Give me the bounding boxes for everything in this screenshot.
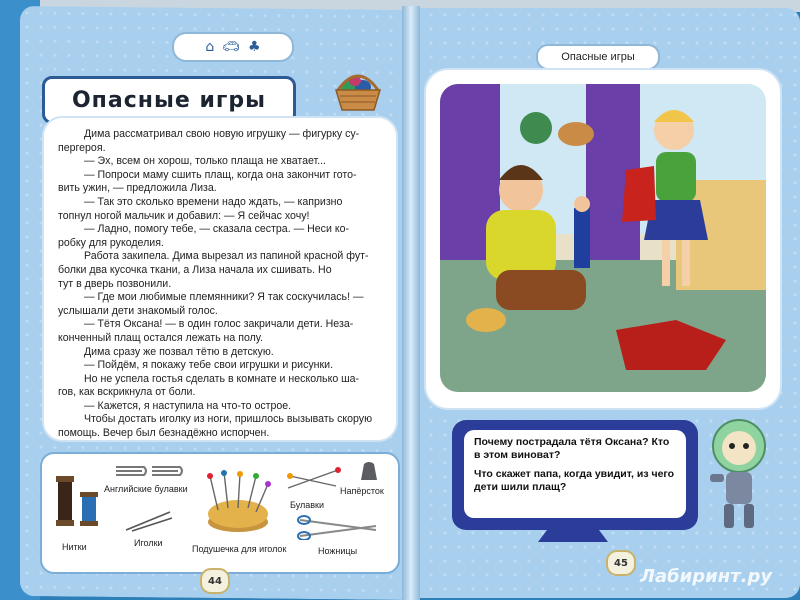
story-line: — Пойдём, я покажу тебе свои игрушки и рисунки. — [84, 359, 334, 372]
book-spine — [402, 6, 420, 600]
car-icon: 🚗︎ — [222, 39, 241, 55]
basket-icon — [330, 68, 386, 114]
header-icons — [172, 32, 294, 62]
story-line: робку для рукоделия. — [58, 236, 164, 249]
tree-icon: ♣ — [248, 39, 261, 55]
story-line: Дима сразу же позвал тётю в детскую. — [84, 345, 274, 358]
story-line: конченный плащ остался лежать на полу. — [58, 331, 263, 344]
story-line: — Эх, всем он хорош, только плаща не хватает... — [84, 155, 327, 168]
story-line: — Так это сколько времени надо ждать, — капризно — [84, 195, 343, 208]
threads-icon — [52, 472, 108, 532]
screen-stand — [538, 528, 608, 542]
robot-icon — [704, 416, 774, 536]
story-text-card — [44, 118, 396, 440]
pincushion-icon — [198, 470, 278, 534]
scissors-icon — [296, 514, 382, 540]
section-tag — [536, 44, 660, 70]
story-line: — Тётя Оксана! — в один голос закричали дети. Неза- — [84, 318, 354, 331]
story-line: вить ужин, — предложила Лиза. — [58, 182, 217, 195]
safety-pins-label: Английские булавки — [104, 484, 188, 494]
title-banner — [42, 76, 296, 124]
page-number-right: 45 — [606, 550, 636, 576]
story-line: топнул ногой мальчик и добавил: — Я сейчас хочу! — [58, 209, 310, 222]
story-line: болки два кусочка ткани, а Лиза начала их сшивать. Но — [58, 263, 332, 276]
story-line: гов, как вскрикнула от боли. — [58, 386, 196, 399]
thimble-icon — [358, 460, 380, 482]
question-1: Почему пострадала тётя Оксана? Кто в этом виноват? — [474, 436, 670, 461]
page-number-left: 44 — [200, 568, 230, 594]
story-illustration — [426, 70, 780, 408]
story-line: — Попроси маму сшить плащ, когда она закончит гото- — [84, 168, 357, 181]
section-tag-label: Опасные игры — [561, 51, 635, 63]
story-line: — Где мои любимые племянники? Я так соскучилась! — — [84, 291, 364, 304]
safety-pins-icon — [112, 462, 188, 480]
pincushion-label: Подушечка для иголок — [192, 544, 287, 554]
story-line: Работа закипела. Дима вырезал из папиной красной фут- — [84, 250, 369, 263]
story-line: помощь. Вечер был безнадёжно испорчен. — [58, 427, 270, 440]
question-screen — [452, 420, 698, 530]
story-line: услышали дети знакомый голос. — [58, 304, 218, 317]
story-line: Дима рассматривал свою новую игрушку — фигурку су- — [84, 128, 360, 140]
story-line: — Кажется, я наступила на что-то острое. — [84, 399, 292, 412]
pins-icon — [282, 464, 342, 494]
needles-label: Иголки — [134, 538, 163, 548]
house-icon: ⌂ — [205, 39, 215, 55]
illustration-scene — [426, 70, 780, 408]
thimble-label: Напёрсток — [340, 486, 384, 496]
story-line: — Ладно, помогу тебе, — сказала сестра. — Неси ко- — [84, 223, 349, 236]
story-line: пергероя. — [58, 141, 106, 154]
watermark: Лабиринт.ру — [640, 566, 773, 587]
question-box — [464, 430, 686, 518]
story-line: Но не успела гостья сделать в комнате и несколько ша- — [84, 372, 360, 385]
needles-icon — [124, 510, 174, 532]
story-line: тут в дверь позвонили. — [58, 277, 172, 290]
question-2: Что скажет папа, когда увидит, из чего дети шили плащ? — [474, 468, 675, 493]
story-line: Чтобы достать иголку из ноги, пришлось вызывать скорую — [84, 413, 373, 426]
sewing-items-panel — [40, 452, 400, 574]
page-title: Опасные игры — [71, 87, 266, 113]
threads-label: Нитки — [62, 542, 87, 552]
pins-label: Булавки — [290, 500, 325, 510]
scissors-label: Ножницы — [318, 546, 358, 556]
